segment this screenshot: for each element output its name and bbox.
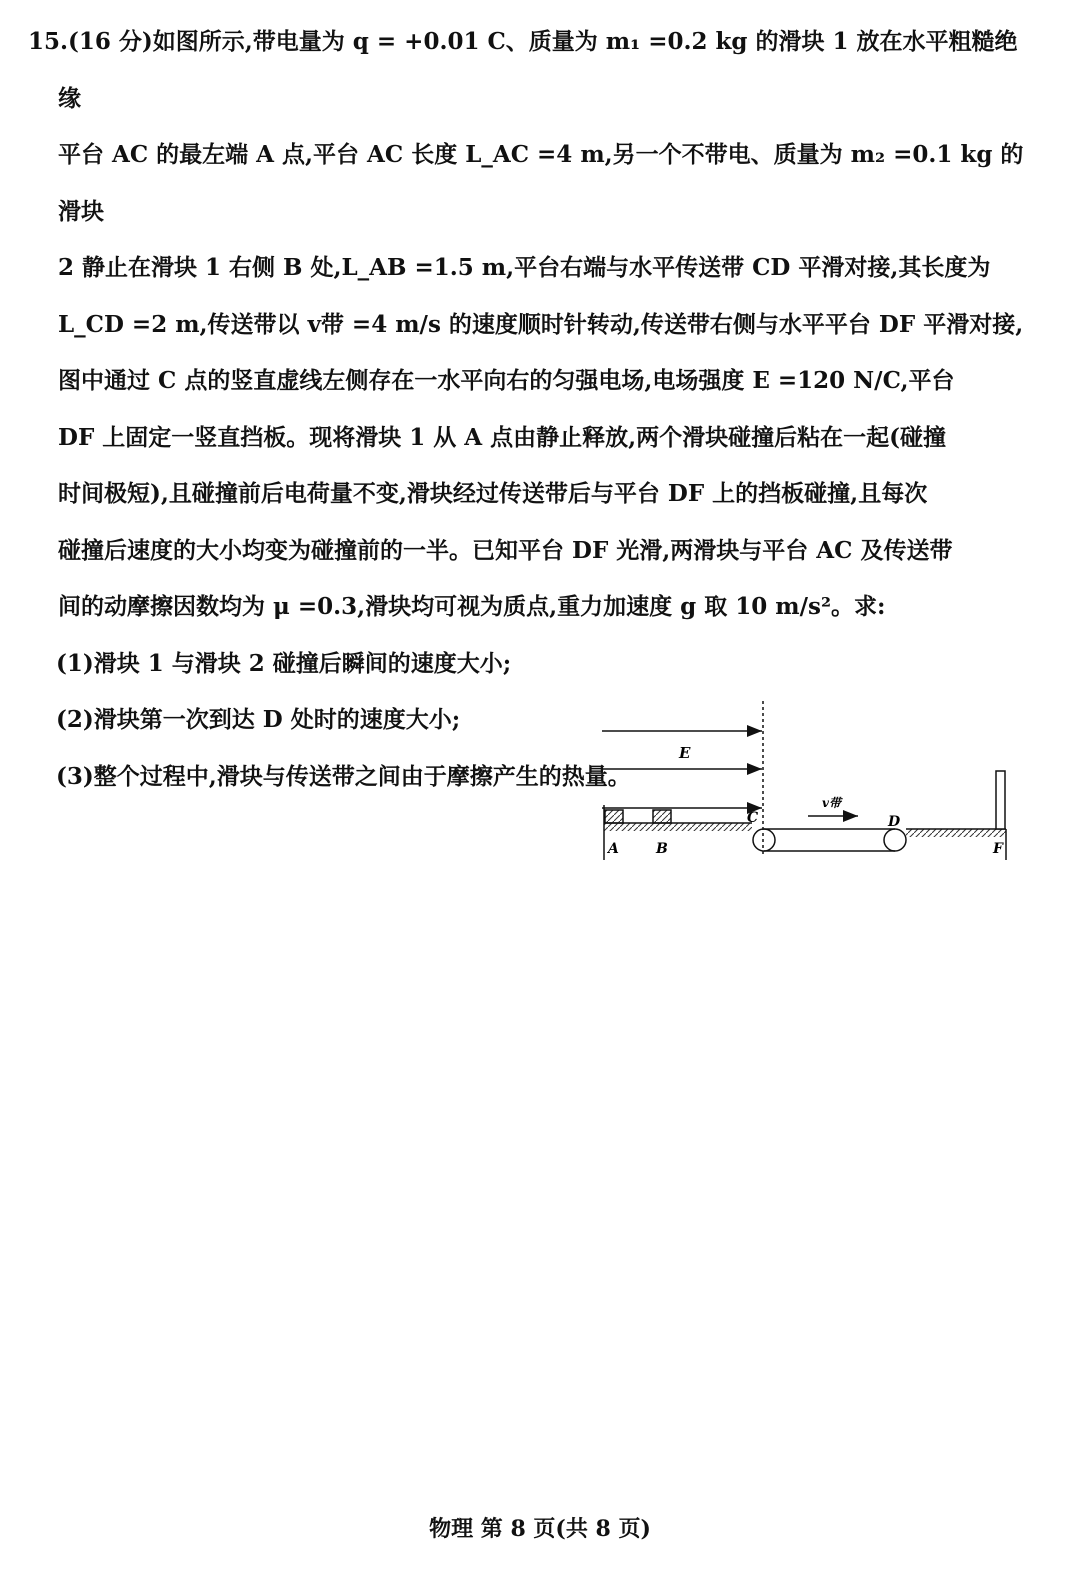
problem-line-text: (16 分)如图所示,带电量为 q = +0.01 C、质量为 m₁ =0.2 kg 的滑块 1 放在水平粗糙绝缘: [58, 28, 1018, 112]
problem-15: [28, 14, 1028, 805]
problem-line: 图中通过 C 点的竖直虚线左侧存在一水平向右的匀强电场,电场强度 E =120 N/C,平台: [58, 367, 955, 394]
belt-speed-label: v带: [822, 796, 841, 810]
problem-line: 2 静止在滑块 1 右侧 B 处,L_AB =1.5 m,平台右端与水平传送带 CD 平滑对接,其长度为: [58, 254, 991, 281]
problem-line: 时间极短),且碰撞前后电荷量不变,滑块经过传送带后与平台 DF 上的挡板碰撞,且每次: [58, 480, 928, 507]
sub-question-1: (1)滑块 1 与滑块 2 碰撞后瞬间的速度大小;: [56, 649, 512, 677]
problem-line: L_CD =2 m,传送带以 v带 =4 m/s 的速度顺时针转动,传送带右侧与水平平台 DF 平滑对接,: [58, 310, 1024, 338]
belt-roller-left: [753, 829, 775, 851]
platform-ac-hatch: [604, 823, 752, 831]
label-c: C: [747, 810, 759, 826]
physics-diagram: [596, 695, 1016, 870]
diagram-svg: [596, 695, 1016, 870]
platform-df-hatch: [906, 829, 1006, 837]
belt-roller-right: [884, 829, 906, 851]
baffle: [996, 771, 1005, 829]
problem-number: 15.: [28, 28, 69, 55]
label-f: F: [993, 841, 1003, 857]
problem-line: DF 上固定一竖直挡板。现将滑块 1 从 A 点由静止释放,两个滑块碰撞后粘在一起(碰撞: [58, 423, 947, 451]
problem-line: [28, 14, 1028, 127]
sub-question-3: (3)整个过程中,滑块与传送带之间由于摩擦产生的热量。: [56, 762, 631, 790]
sub-question-2: (2)滑块第一次到达 D 处时的速度大小;: [56, 706, 461, 733]
label-d: D: [888, 814, 901, 830]
problem-line: 碰撞后速度的大小均变为碰撞前的一半。已知平台 DF 光滑,两滑块与平台 AC 及传送带: [58, 536, 953, 564]
problem-line: 间的动摩擦因数均为 μ =0.3,滑块均可视为质点,重力加速度 g 取 10 m/s²。求:: [58, 593, 886, 620]
slider-1: [605, 810, 623, 823]
slider-2: [653, 810, 671, 823]
field-label: E: [679, 744, 691, 762]
page-footer: 物理 第 8 页(共 8 页): [429, 1516, 651, 1542]
label-a: A: [608, 841, 619, 857]
label-b: B: [656, 841, 668, 857]
problem-line: 平台 AC 的最左端 A 点,平台 AC 长度 L_AC =4 m,另一个不带电、质量为 m₂ =0.1 kg 的滑块: [58, 141, 1024, 225]
